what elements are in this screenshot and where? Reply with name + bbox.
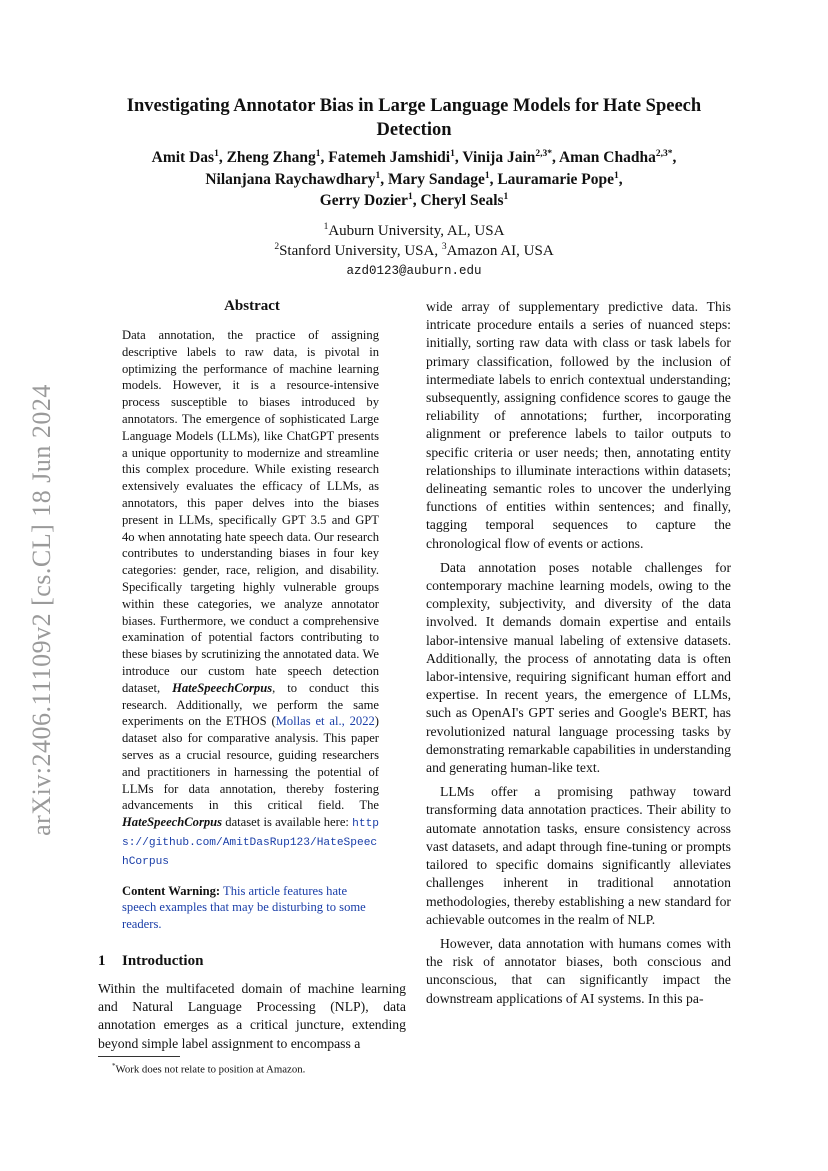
abstract-text: Data annotation, the practice of assigning descriptive labels to raw data, is pivotal in optimizing the performance of machine learning models. However, it is a resource-intensive process susceptible to biases introduced by annotators. The emergence of sophisticated Large Language Models (LLMs), like ChatGPT presents a unique opportunity to modernize and streamline this complex procedure. While existing research extensively evaluates the efficacy of LLMs, as annotators, this paper delves into the biases present in LLMs, specifically GPT 3.5 and GPT 4o when annotating hate speech data. Our research contributes to understanding biases in four key categories: gender, race, religion, and disability. Specifically targeting highly vulnerable groups within these categories, we analyze annotator biases. Furthermore, we conduct a comprehensive examination of potential factors contributing to these biases by scrutinizing the annotated data. We introduce our custom hate speech detection dataset, [122,328,379,695]
abstract-heading: Abstract [224,298,280,314]
citation-link[interactable]: Mollas et al., 2022 [275,714,375,729]
author-name: Cheryl Seals [420,192,504,209]
content-warning-label: Content Warning: [122,883,221,898]
author-sup: 1 [450,148,455,159]
affil-text: Amazon AI, USA [446,243,554,259]
author-name: Zheng Zhang [226,149,316,166]
dataset-name: HateSpeechCorpus [122,815,223,830]
section-number: 1 [98,952,106,969]
author-sup: 2,3* [655,148,673,159]
affil-sup: 2 [274,242,280,252]
right-column [426,298,731,1008]
section-heading [98,953,406,970]
intro-paragraph: Within the multifaceted domain of machine learning and Natural Language Processing (NLP), data annotation emerges as a critical juncture, extending beyond simple label assignment to encompass a [98,980,406,1051]
author-name: Vinija Jain [462,149,536,166]
author-sup: 1 [214,148,219,159]
author-email[interactable]: azd0123@auburn.edu [346,264,482,278]
author-line-2: Nilanjana Raychawdhary$^1$, Mary Sandage$^1$, Lauramarie Pope$^1$, [205,170,623,188]
body-paragraph: wide array of supplementary predictive data. This intricate procedure entails a series of nuanced steps: initially, sorting raw data with class or task labels for primary classification, followed by the inclusion of intermediate labels to enrich contextual understanding; subsequently, assigning confidence scores to gauge the reliability of annotations; further, incorporating alignment or preference labels to tailor outputs to specific criteria or user needs; then, annotating entity relationships to illuminate interactions within datasets; delineating semantic roles to uncover the underlying functions of entities within sentences; and finally, tagging temporal sequences to capture the chronological flow of events or actions. [426,299,731,551]
dataset-name: HateSpeechCorpus [172,680,273,695]
abstract-text: dataset is available here: [222,815,353,830]
arxiv-stamp-text: arXiv:2406.11109v2 [cs.CL] 18 Jun 2024 [27,384,56,836]
author-sup: 1 [614,170,619,181]
footnote-rule [98,1056,180,1057]
author-name: Gerry Dozier [319,192,408,209]
content-warning [122,883,379,933]
author-line-1: Amit Das$^1$, Zheng Zhang$^1$, Fatemeh Jamshidi$^1$, Vinija Jain$^{2,3*}$, Aman Chadha$^{2,3*}$, [151,148,677,166]
affiliations [90,221,738,281]
abstract-body [122,327,379,871]
author-sup: 1 [315,148,321,159]
affiliation-line-1 [90,221,738,241]
author-list [90,147,738,212]
author-name: Nilanjana Raychawdhary [205,170,376,188]
paper-title: Investigating Annotator Bias in Large Language Models for Hate Speech Detection [126,96,702,140]
author-name: Fatemeh Jamshidi [328,149,451,166]
dataset-url-link[interactable]: https://github.com/AmitDasRup123/HateSpeechCorpus [122,818,379,868]
footnote-text: Work does not relate to position at Amazon. [115,1063,306,1076]
body-paragraph: However, data annotation with humans comes with the risk of annotator biases, both conscious and unconscious, that can significantly impact the downstream applications of AI systems. In this pa- [426,935,731,1006]
affil-sup: 3 [441,242,447,252]
author-line-3: Gerry Dozier$^1$, Cheryl Seals$^1$ [319,191,509,209]
footnote [112,1062,305,1076]
body-paragraph: Data annotation poses notable challenges for contemporary machine learning models, owing to the complexity, subjectivity, and diversity of the data involved. It demands domain expertise and entails labor-intensive manual labeling of extensive datasets. Additionally, the process of annotating data is often labor-intensive, requiring significant human effort and expertise. In recent years, the emergence of LLMs, such as OpenAI's GPT series and Google's BERT, has revolutionized natural language processing tasks by demonstrating remarkable capabilities in understanding and generating human-like text. [426,559,731,776]
affiliation-line-2 [90,241,738,261]
author-name: Amit Das [151,149,215,166]
author-name: Lauramarie Pope [497,170,614,188]
author-sup: 1 [503,191,509,202]
author-sup: 2,3* [535,148,553,159]
abstract-text: ) dataset also for comparative analysis. This paper serves as a crucial resource, guiding researchers and practitioners in harnessing the potential of LLMs for data annotation, thereby fostering advancements in this critical field. The [122,714,379,813]
arxiv-stamp [22,370,62,850]
content-warning-text: This article features hate speech examples that may be disturbing to some readers. [122,883,366,932]
left-column [98,298,406,1053]
affil-sup: 1 [323,222,329,232]
footnote-mark: * [112,1062,116,1070]
author-sup: 1 [375,170,381,181]
body-paragraph: LLMs offer a promising pathway toward transforming data annotation practices. Their ability to automate annotation tasks, ensure consistency across vast datasets, and adapt through fine-tuning or prompts tailored to specific domains significantly alleviates challenges inherent in traditional annotation methodologies, thereby establishing a new standard for achievable outcomes in the realm of NLP. [426,784,731,927]
affil-text: Stanford University, USA, [279,243,442,259]
affil-text: Auburn University, AL, USA [328,223,505,239]
section-title: Introduction [122,952,204,969]
author-sup: 1 [407,191,413,202]
author-name: Aman Chadha [558,149,656,166]
author-name: Mary Sandage [387,170,485,188]
abstract-text: , to conduct this research. Additionally, we perform the same experiments on the ETHOS ( [122,680,380,729]
author-sup: 1 [484,170,490,181]
